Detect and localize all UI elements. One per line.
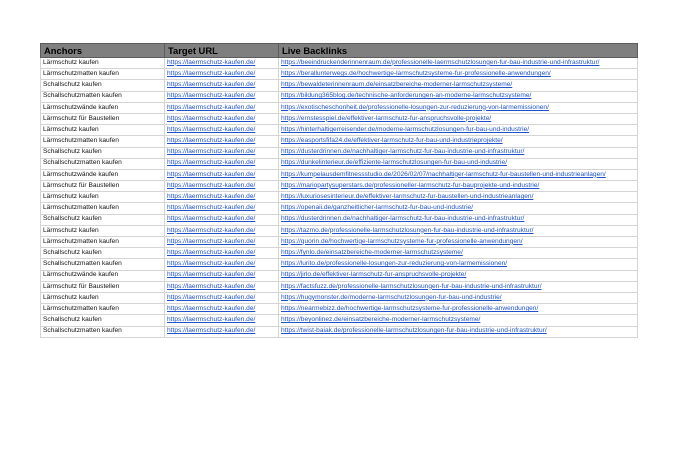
anchor-cell[interactable]: Schallschutz kaufen: [41, 248, 165, 259]
live-backlink-link[interactable]: https://jirlo.de/effektiver-larmschutz-fur-anspruchsvolle-projekte/: [279, 270, 638, 281]
anchor-cell[interactable]: Lärmschutzwände kaufen: [41, 270, 165, 281]
header-live-backlinks: Live Backlinks: [279, 44, 638, 58]
target-url-link[interactable]: https://laermschutz-kaufen.de/: [165, 147, 279, 158]
anchor-cell[interactable]: Lärmschutz für Baustellen: [41, 281, 165, 292]
target-url-link[interactable]: https://laermschutz-kaufen.de/: [165, 192, 279, 203]
anchor-cell[interactable]: Lärmschutzmatten kaufen: [41, 136, 165, 147]
table-row: [41, 91, 638, 102]
live-backlink-link[interactable]: https://nearmebizz.de/hochwertige-larmschutzsysteme-fur-professionelle-anwendungen/: [279, 304, 638, 315]
live-backlink-link[interactable]: https://dusterdrinnen.de/nachhaltiger-larmschutz-fur-bau-industrie-und-infrastruktur/: [279, 214, 638, 225]
live-backlink-link[interactable]: https://tazmo.de/professionelle-larmschutzlosungen-fur-bau-industrie-und-infrastruktur/: [279, 225, 638, 236]
anchor-cell[interactable]: Schallschutz kaufen: [41, 147, 165, 158]
anchor-cell[interactable]: Lärmschutzmatten kaufen: [41, 237, 165, 248]
table-row: [41, 326, 638, 337]
live-backlink-link[interactable]: https://bewaldeterinnenraum.de/einsatzbereiche-moderner-larmschutzsysteme/: [279, 80, 638, 91]
live-backlink-link[interactable]: https://beeindruckenderinnenraum.de/professionelle-laermschutzlosungen-fur-bau-industrie-und-infrastruktur/: [279, 58, 638, 69]
table-row: [41, 125, 638, 136]
live-backlink-link[interactable]: https://fynlo.de/einsatzbereiche-moderner-larmschutzsysteme/: [279, 248, 638, 259]
anchor-cell[interactable]: Schallschutzmatten kaufen: [41, 259, 165, 270]
table-row: [41, 192, 638, 203]
live-backlink-link[interactable]: https://bildung365blog.de/technische-anforderungen-an-moderne-larmschutzsysteme/: [279, 91, 638, 102]
anchor-cell[interactable]: Lärmschutzwände kaufen: [41, 102, 165, 113]
table-row: [41, 181, 638, 192]
target-url-link[interactable]: https://laermschutz-kaufen.de/: [165, 102, 279, 113]
table-row: [41, 58, 638, 69]
target-url-link[interactable]: https://laermschutz-kaufen.de/: [165, 270, 279, 281]
anchor-cell[interactable]: Lärmschutzmatten kaufen: [41, 304, 165, 315]
table-row: [41, 80, 638, 91]
table-row: [41, 237, 638, 248]
live-backlink-link[interactable]: https://quorin.de/hochwertige-larmschutzsysteme-fur-professionelle-anwendungen/: [279, 237, 638, 248]
table-row: [41, 270, 638, 281]
anchor-cell[interactable]: Lärmschutz kaufen: [41, 125, 165, 136]
table-row: [41, 214, 638, 225]
anchor-cell[interactable]: Lärmschutz kaufen: [41, 192, 165, 203]
anchor-cell[interactable]: Lärmschutzmatten kaufen: [41, 203, 165, 214]
live-backlink-link[interactable]: https://luxuriosesinterieur.de/effektiver-larmschutz-fur-baustellen-und-industrieanlagen/: [279, 192, 638, 203]
live-backlink-link[interactable]: https://dusterdrinnen.de/nachhaltiger-larmschutz-fur-bau-industrie-und-infrastruktur/: [279, 147, 638, 158]
header-anchors: Anchors: [41, 44, 165, 58]
target-url-link[interactable]: https://laermschutz-kaufen.de/: [165, 326, 279, 337]
table-row: [41, 304, 638, 315]
target-url-link[interactable]: https://laermschutz-kaufen.de/: [165, 237, 279, 248]
anchor-cell[interactable]: Lärmschutz kaufen: [41, 292, 165, 303]
header-row: [41, 44, 638, 58]
table-row: [41, 147, 638, 158]
live-backlink-link[interactable]: https://ernstesspiel.de/effektiver-larmschutz-fur-anspruchsvolle-projekte/: [279, 113, 638, 124]
live-backlink-link[interactable]: https://hugymonster.de/moderne-larmschutzlosungen-fur-bau-und-industrie/: [279, 292, 638, 303]
header-target-url: Target URL: [165, 44, 279, 58]
live-backlink-link[interactable]: https://easportsfifa24.de/effektiver-larmschutz-fur-bau-und-industrieprojekte/: [279, 136, 638, 147]
table-row: [41, 136, 638, 147]
anchor-cell[interactable]: Lärmschutzmatten kaufen: [41, 69, 165, 80]
anchor-cell[interactable]: Schallschutzmatten kaufen: [41, 91, 165, 102]
table-header: [41, 44, 638, 58]
table-body: [41, 58, 638, 338]
target-url-link[interactable]: https://laermschutz-kaufen.de/: [165, 136, 279, 147]
target-url-link[interactable]: https://laermschutz-kaufen.de/: [165, 181, 279, 192]
target-url-link[interactable]: https://laermschutz-kaufen.de/: [165, 304, 279, 315]
target-url-link[interactable]: https://laermschutz-kaufen.de/: [165, 315, 279, 326]
live-backlink-link[interactable]: https://exotischeschonheit.de/professionelle-losungen-zur-reduzierung-von-larmemissionen/: [279, 102, 638, 113]
target-url-link[interactable]: https://laermschutz-kaufen.de/: [165, 248, 279, 259]
live-backlink-link[interactable]: https://dunkelinterieur.de/effiziente-larmschutzlosungen-fur-bau-und-industrie/: [279, 158, 638, 169]
anchor-cell[interactable]: Schallschutz kaufen: [41, 214, 165, 225]
target-url-link[interactable]: https://laermschutz-kaufen.de/: [165, 125, 279, 136]
anchor-cell[interactable]: Lärmschutz kaufen: [41, 225, 165, 236]
table-row: [41, 169, 638, 180]
live-backlink-link[interactable]: https://lurito.de/professionelle-losungen-zur-reduzierung-von-larmemissionen/: [279, 259, 638, 270]
anchor-cell[interactable]: Lärmschutzwände kaufen: [41, 169, 165, 180]
live-backlink-link[interactable]: https://twist-baiak.de/professionelle-larmschutzlosungen-fur-bau-industrie-und-infrastruktur/: [279, 326, 638, 337]
backlinks-table: [40, 43, 638, 338]
live-backlink-link[interactable]: https://berallunterwegs.de/hochwertige-larmschutzsysteme-fur-professionelle-anwendungen/: [279, 69, 638, 80]
target-url-link[interactable]: https://laermschutz-kaufen.de/: [165, 58, 279, 69]
live-backlink-link[interactable]: https://kumpelausdemfitnessstudio.de/2026/02/07/nachhaltiger-larmschutz-fur-baustellen-und-industrieanlagen/: [279, 169, 638, 180]
table-row: [41, 315, 638, 326]
anchor-cell[interactable]: Schallschutzmatten kaufen: [41, 326, 165, 337]
table-row: [41, 248, 638, 259]
anchor-cell[interactable]: Lärmschutz für Baustellen: [41, 113, 165, 124]
table-row: [41, 113, 638, 124]
live-backlink-link[interactable]: https://openaii.de/ganzheitlicher-larmschutz-fur-bau-und-industrie/: [279, 203, 638, 214]
table-row: [41, 259, 638, 270]
target-url-link[interactable]: https://laermschutz-kaufen.de/: [165, 91, 279, 102]
target-url-link[interactable]: https://laermschutz-kaufen.de/: [165, 158, 279, 169]
live-backlink-link[interactable]: https://hinterhaltigerreisender.de/moderne-larmschutzlosungen-fur-bau-und-industrie/: [279, 125, 638, 136]
table-row: [41, 292, 638, 303]
table-row: [41, 281, 638, 292]
anchor-cell[interactable]: Schallschutz kaufen: [41, 80, 165, 91]
table-row: [41, 102, 638, 113]
target-url-link[interactable]: https://laermschutz-kaufen.de/: [165, 281, 279, 292]
table-row: [41, 225, 638, 236]
anchor-cell[interactable]: Schallschutz kaufen: [41, 315, 165, 326]
target-url-link[interactable]: https://laermschutz-kaufen.de/: [165, 169, 279, 180]
anchor-cell[interactable]: Lärmschutz kaufen: [41, 58, 165, 69]
table-row: [41, 158, 638, 169]
target-url-link[interactable]: https://laermschutz-kaufen.de/: [165, 214, 279, 225]
target-url-link[interactable]: https://laermschutz-kaufen.de/: [165, 69, 279, 80]
target-url-link[interactable]: https://laermschutz-kaufen.de/: [165, 259, 279, 270]
live-backlink-link[interactable]: https://beyonlinez.de/einsatzbereiche-moderner-larmschutzsysteme/: [279, 315, 638, 326]
live-backlink-link[interactable]: https://factsfuzz.de/professionelle-larmschutzlosungen-fur-bau-industrie-und-infrastruktur/: [279, 281, 638, 292]
target-url-link[interactable]: https://laermschutz-kaufen.de/: [165, 203, 279, 214]
anchor-cell[interactable]: Lärmschutz für Baustellen: [41, 181, 165, 192]
target-url-link[interactable]: https://laermschutz-kaufen.de/: [165, 225, 279, 236]
target-url-link[interactable]: https://laermschutz-kaufen.de/: [165, 80, 279, 91]
target-url-link[interactable]: https://laermschutz-kaufen.de/: [165, 292, 279, 303]
anchor-cell[interactable]: Schallschutzmatten kaufen: [41, 158, 165, 169]
live-backlink-link[interactable]: https://mariopartysuperstars.de/professioneller-larmschutz-fur-bauprojekte-und-industrie/: [279, 181, 638, 192]
table-row: [41, 69, 638, 80]
target-url-link[interactable]: https://laermschutz-kaufen.de/: [165, 113, 279, 124]
table-row: [41, 203, 638, 214]
